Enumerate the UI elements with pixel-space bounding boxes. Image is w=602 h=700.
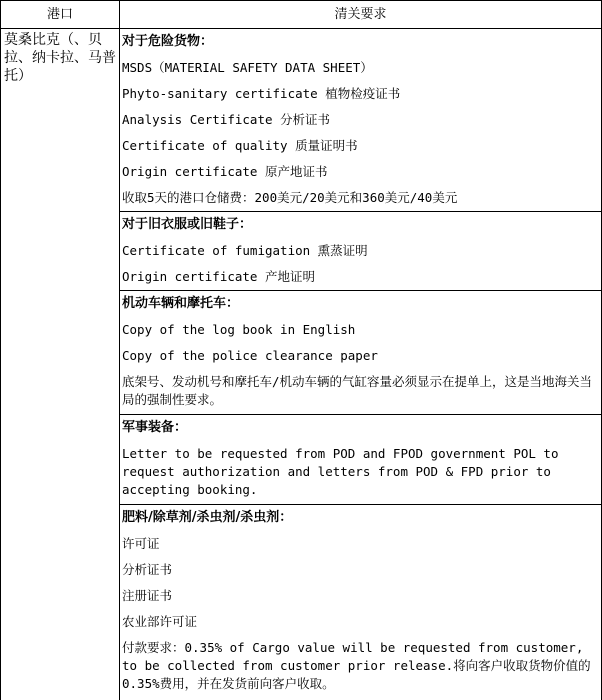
requirement-line: Copy of the log book in English bbox=[122, 322, 356, 337]
port-cell bbox=[1, 29, 120, 700]
section-title: 对于旧衣服或旧鞋子： bbox=[122, 217, 253, 232]
section-title: 机动车辆和摩托车： bbox=[122, 296, 240, 311]
table-header-row bbox=[1, 1, 602, 29]
requirement-line: Certificate of fumigation 熏蒸证明 bbox=[122, 243, 368, 258]
header-port: 港口 bbox=[1, 1, 120, 29]
requirement-paragraph: Letter to be requested from POD and FPOD government POL to request authorization and letters from POD & FPD prior to accepting booking. bbox=[122, 446, 559, 497]
port-name: 莫桑比克（、贝拉、纳卡拉、马普托） bbox=[4, 32, 116, 84]
requirement-line: Certificate of quality 质量证明书 bbox=[122, 138, 358, 153]
requirement-section bbox=[120, 212, 601, 291]
requirement-line: Origin certificate 原产地证书 bbox=[122, 164, 328, 179]
requirement-section bbox=[120, 29, 601, 212]
requirement-line: 农业部许可证 bbox=[122, 614, 198, 629]
section-title: 军事装备： bbox=[122, 420, 188, 435]
requirement-paragraph: 底架号、发动机号和摩托车/机动车辆的气缸容量必须显示在提单上，这是当地海关当局的强制性要求。 bbox=[122, 374, 593, 407]
requirement-line: Origin certificate 产地证明 bbox=[122, 269, 315, 284]
requirement-line: 注册证书 bbox=[122, 588, 173, 603]
requirement-line: Phyto-sanitary certificate 植物检疫证书 bbox=[122, 86, 401, 101]
section-title: 肥料/除草剂/杀虫剂/杀虫剂： bbox=[122, 510, 293, 525]
requirement-line: Copy of the police clearance paper bbox=[122, 348, 378, 363]
header-requirements: 清关要求 bbox=[120, 1, 602, 29]
requirement-line: MSDS（MATERIAL SAFETY DATA SHEET） bbox=[122, 60, 373, 75]
requirement-section bbox=[120, 291, 601, 415]
requirement-section bbox=[120, 505, 601, 697]
section-title: 对于危险货物： bbox=[122, 34, 214, 49]
requirement-line: 收取5天的港口仓储费：200美元/20美元和360美元/40美元 bbox=[122, 190, 458, 205]
requirement-line: Analysis Certificate 分析证书 bbox=[122, 112, 331, 127]
requirement-paragraph: 付款要求：0.35% of Cargo value will be requested from customer, to be collected from customer prior release.将向客户收取货物价值的0.35%费用，并在发货前向客户收取。 bbox=[122, 640, 591, 691]
table-row bbox=[1, 29, 602, 700]
requirement-line: 许可证 bbox=[122, 536, 160, 551]
requirements-cell bbox=[120, 29, 602, 700]
requirement-section bbox=[120, 415, 601, 505]
requirement-line: 分析证书 bbox=[122, 562, 173, 577]
